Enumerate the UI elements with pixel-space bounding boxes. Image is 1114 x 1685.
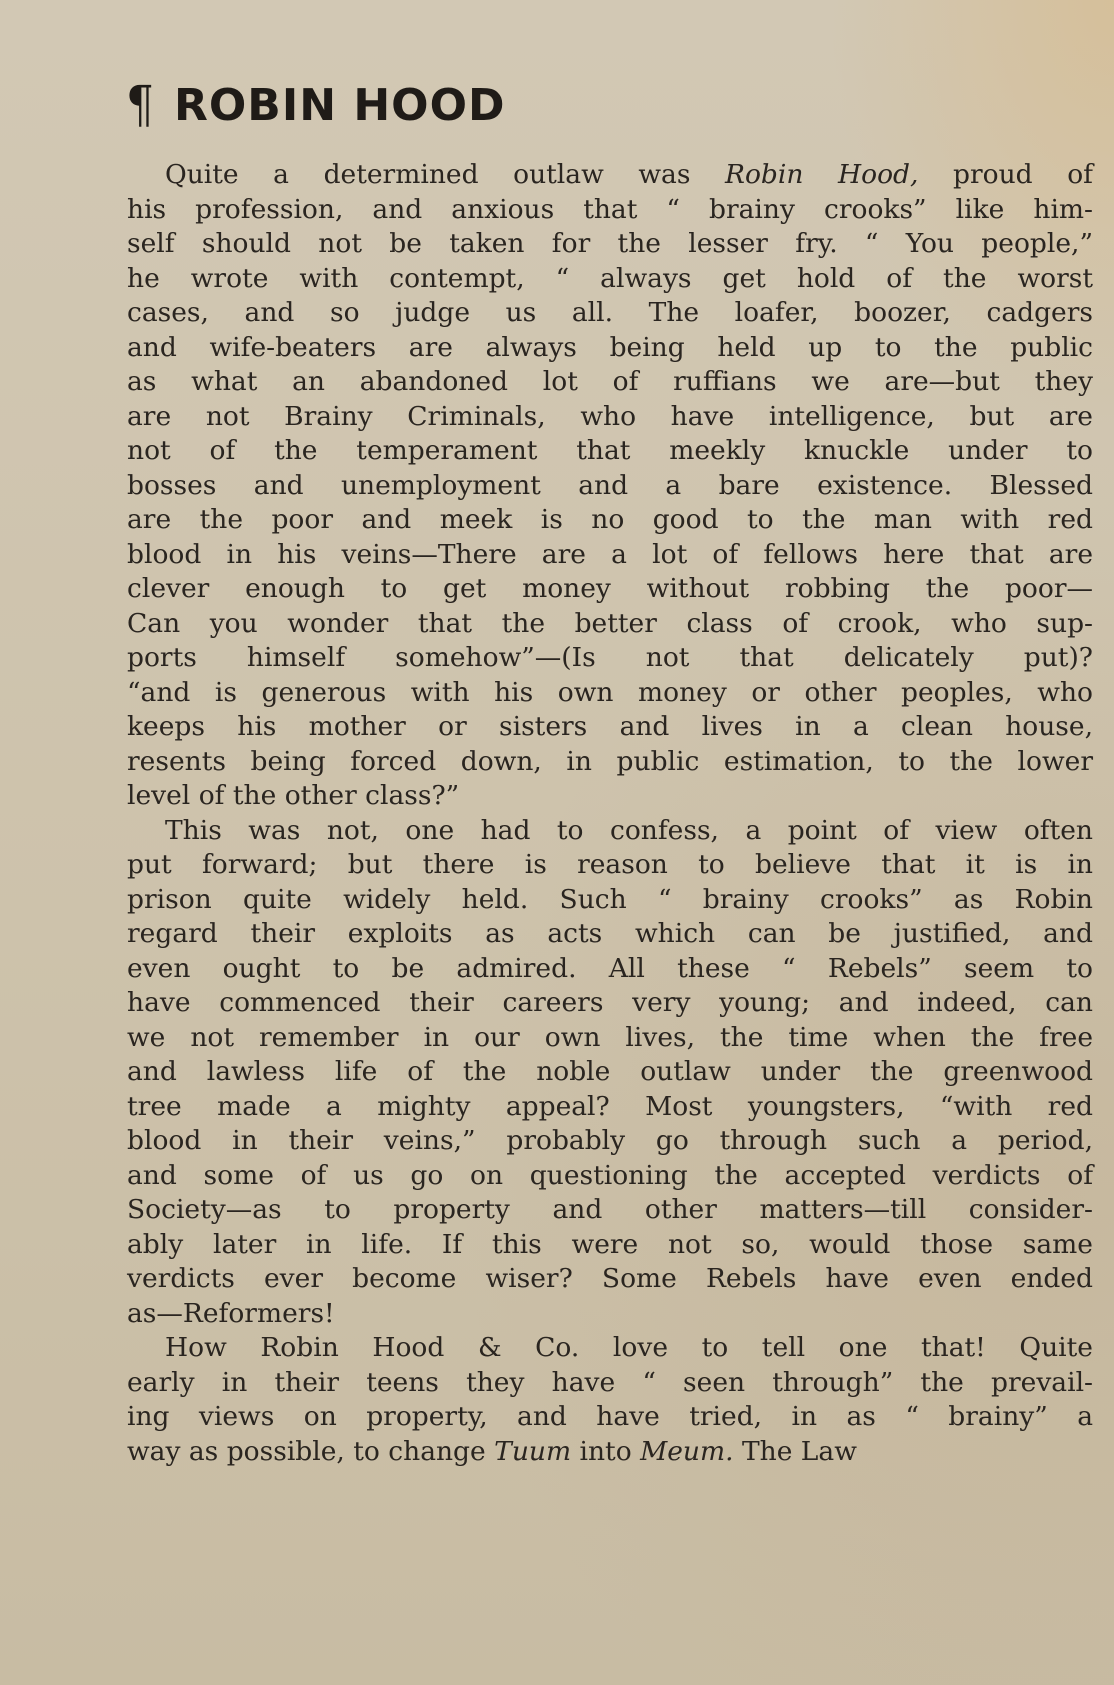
text-segment: and some of us go on questioning the accepted verdicts of [127,1159,1093,1191]
text-segment: early in their teens they have “ seen through” the prevail- [127,1366,1093,1398]
text-segment: level of the other class?” [127,780,460,811]
text-segment: How Robin Hood & Co. love to tell one that! Quite [165,1332,1093,1363]
italic-text: Meum. [640,1435,734,1467]
text-segment: keeps his mother or sisters and lives in a clean house, [127,711,1093,742]
text-line [127,848,1093,883]
text-segment: into [571,1435,641,1467]
text-line [127,710,1093,745]
text-line [127,952,1093,987]
text-segment: are the poor and meek is no good to the man with red [127,504,1093,535]
italic-text: Robin Hood, [725,159,919,190]
text-line [127,814,1093,849]
text-line [127,1228,1093,1263]
text-segment: have commenced their careers very young; and indeed, can [127,987,1093,1018]
text-segment: This was not, one had to confess, a point of view often [165,814,1093,846]
text-segment: tree made a mighty appeal? Most youngsters, “with red [127,1090,1093,1122]
text-line [127,607,1093,642]
text-segment: self should not be taken for the lesser fry. “ You people,” [127,228,1093,259]
text-line [127,1021,1093,1056]
text-segment: his profession, and anxious that “ brainy crooks” like him- [127,193,1093,225]
text-segment: bosses and unemployment and a bare existence. Blessed [127,469,1093,501]
text-segment: and lawless life of the noble outlaw under the greenwood [127,1056,1093,1087]
italic-text: Tuum [494,1435,572,1467]
text-line [127,1400,1093,1435]
text-segment: as—Reformers! [127,1297,335,1329]
text-segment: and wife-beaters are always being held up to the public [127,331,1093,363]
text-line [127,434,1093,469]
text-line [127,331,1093,366]
text-line [127,262,1093,297]
text-line [127,400,1093,435]
text-segment: verdicts ever become wiser? Some Rebels have even ended [127,1263,1093,1294]
section-title: ROBIN HOOD [174,80,506,131]
text-segment: proud of [918,159,1093,190]
paragraph [127,158,1093,814]
text-line [127,1193,1093,1228]
text-segment: even ought to be admired. All these “ Rebels” seem to [127,952,1093,984]
text-line [127,1124,1093,1159]
text-line [127,1366,1093,1401]
text-line [127,572,1093,607]
text-segment: Society—as to property and other matters—till consider- [127,1194,1093,1225]
text-segment: not of the temperament that meekly knuckle under to [127,435,1093,466]
text-line [127,503,1093,538]
text-segment: “and is generous with his own money or other peoples, who [127,676,1093,708]
text-line [127,1331,1093,1366]
text-segment: blood in his veins—There are a lot of fellows here that are [127,538,1093,570]
text-line [127,1055,1093,1090]
text-line [127,917,1093,952]
text-segment: blood in their veins,” probably go through such a period, [127,1125,1093,1156]
text-line [127,193,1093,228]
text-line [127,779,1093,814]
text-line [127,158,1093,193]
text-segment: ing views on property, and have tried, in as “ brainy” a [127,1401,1093,1432]
text-segment: put forward; but there is reason to believe that it is in [127,849,1093,880]
text-line [127,1297,1093,1332]
body-text [127,158,1093,1469]
text-segment: Quite a determined outlaw was [165,159,726,190]
text-segment: prison quite widely held. Such “ brainy crooks” as Robin [127,883,1093,915]
text-segment: as what an abandoned lot of ruffians we are—but they [127,366,1093,397]
section-heading [126,76,506,135]
text-segment: way as possible, to change [127,1435,495,1467]
text-segment: he wrote with contempt, “ always get hold of the worst [127,262,1093,294]
text-line [127,986,1093,1021]
paragraph [127,814,1093,1332]
pilcrow-icon: ¶ [126,76,154,135]
paragraph [127,1331,1093,1469]
text-segment: are not Brainy Criminals, who have intelligence, but are [127,400,1093,432]
text-line [127,296,1093,331]
text-line [127,1090,1093,1125]
text-segment: we not remember in our own lives, the time when the free [127,1021,1093,1053]
text-line [127,1159,1093,1194]
text-line [127,641,1093,676]
text-line [127,365,1093,400]
text-segment: ably later in life. If this were not so, would those same [127,1228,1093,1260]
text-segment: Can you wonder that the better class of crook, who sup- [127,607,1093,639]
text-segment: resents being forced down, in public estimation, to the lower [127,745,1093,777]
text-segment: clever enough to get money without robbing the poor— [127,573,1093,604]
text-segment: ports himself somehow”—(Is not that delicately put)? [127,642,1093,673]
text-line [127,538,1093,573]
text-segment: The Law [733,1435,857,1467]
text-line [127,676,1093,711]
text-segment: regard their exploits as acts which can be justified, and [127,918,1093,949]
text-line [127,883,1093,918]
text-segment: cases, and so judge us all. The loafer, boozer, cadgers [127,297,1093,328]
text-line [127,745,1093,780]
text-line [127,1262,1093,1297]
text-line [127,469,1093,504]
text-line [127,1435,1093,1470]
text-line [127,227,1093,262]
